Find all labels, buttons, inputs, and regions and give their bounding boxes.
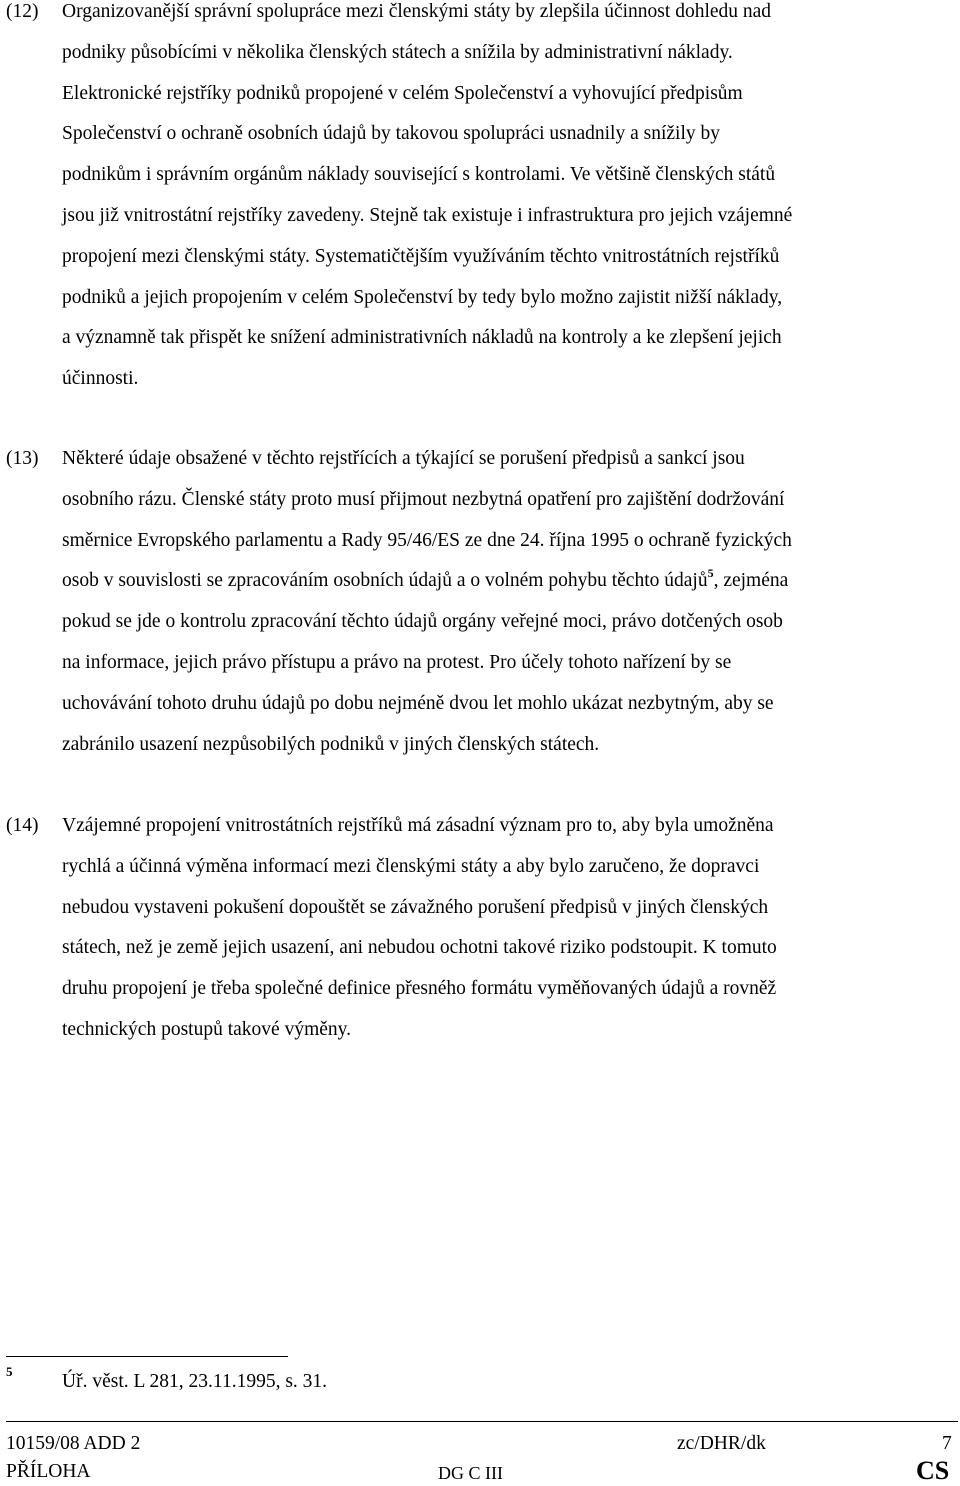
directorate-code: DG C III (438, 1463, 503, 1483)
text-line: podnikům i správním orgánům náklady související s kontrolami. Ve většině členských států (62, 164, 776, 186)
page-number: 7 (942, 1433, 952, 1454)
text-line: směrnice Evropského parlamentu a Rady 95/46/ES ze dne 24. října 1995 o ochraně fyzických (62, 529, 792, 551)
text-line: osobního rázu. Členské státy proto musí přijmout nezbytná opatření pro zajištění dodržování (62, 488, 785, 510)
language-code: CS (916, 1456, 950, 1485)
paragraph-number: (12) (6, 1, 39, 22)
document-reference: 10159/08 ADD 2 (6, 1433, 141, 1454)
text-line: státech, než je země jejich usazení, ani nebudou ochotni takové riziko podstoupit. K tomuto (62, 937, 777, 959)
author-code: zc/DHR/dk (677, 1433, 766, 1454)
text-line: nebudou vystaveni pokušení dopouštět se závažného porušení předpisů v jiných členských (62, 896, 769, 918)
footnote-text: Úř. věst. L 281, 23.11.1995, s. 31. (62, 1371, 328, 1392)
text-line: druhu propojení je třeba společné definice přesného formátu vyměňovaných údajů a rovněž (62, 978, 777, 1000)
footnote-separator (6, 1356, 288, 1357)
paragraph-text (62, 0, 957, 400)
text-line: jsou již vnitrostátní rejstříky zavedeny. Stejně tak existuje i infrastruktura pro jejich vzájemné (62, 204, 793, 226)
text-line: a významně tak přispět ke snížení administrativních nákladů na kontroly a ke zlepšení jejich (62, 327, 782, 349)
text-line: pokud se jde o kontrolu zpracování těchto údajů orgány veřejné moci, právo dotčených osob (62, 611, 783, 633)
footer-separator (6, 1421, 958, 1422)
text-line: Některé údaje obsažené v těchto rejstřících a týkající se porušení předpisů a sankcí jsou (62, 448, 745, 469)
text-line: propojení mezi členskými státy. Systematičtějším využíváním těchto vnitrostátních rejstříků (62, 245, 780, 267)
paragraph-text (62, 806, 957, 1051)
text-line: zabránilo usazení nezpůsobilých podniků v jiných členských státech. (62, 733, 600, 755)
text-line: podniků a jejich propojením v celém Společenství by tedy bylo možno zajistit nižší náklady, (62, 286, 783, 308)
paragraph-text (62, 439, 957, 765)
annex-label: PŘÍLOHA (6, 1461, 91, 1482)
paragraph-number: (13) (6, 448, 39, 469)
text-line: rychlá a účinná výměna informací mezi členskými státy a aby bylo zaručeno, že dopravci (62, 855, 760, 877)
paragraph-number: (14) (6, 815, 39, 836)
footnote-reference[interactable]: 5 (707, 565, 714, 580)
text-line: Elektronické rejstříky podniků propojené v celém Společenství a vyhovující předpisům (62, 82, 743, 104)
text-line: účinnosti. (62, 368, 139, 390)
text-line: na informace, jejich právo přístupu a právo na protest. Pro účely tohoto nařízení by se (62, 651, 732, 673)
text-line: technických postupů takové výměny. (62, 1018, 351, 1040)
text-line: Organizovanější správní spolupráce mezi členskými státy by zlepšila účinnost dohledu nad (62, 1, 772, 22)
footnote-mark: 5 (6, 1364, 13, 1379)
text-line-with-footnote (62, 561, 957, 602)
text-line: Vzájemné propojení vnitrostátních rejstříků má zásadní význam pro to, aby byla umožněna (62, 815, 774, 836)
text-line: Společenství o ochraně osobních údajů by takovou spolupráci usnadnily a snížily by (62, 123, 721, 145)
text-line: uchovávání tohoto druhu údajů po dobu nejméně dvou let mohlo ukázat nezbytným, aby se (62, 692, 774, 714)
text-segment: osob v souvislosti se zpracováním osobních údajů a o volném pohybu těchto údajů (62, 570, 708, 592)
text-segment: , zejména (713, 570, 789, 592)
text-line: podniky působícími v několika členských státech a snížila by administrativní náklady. (62, 41, 733, 63)
